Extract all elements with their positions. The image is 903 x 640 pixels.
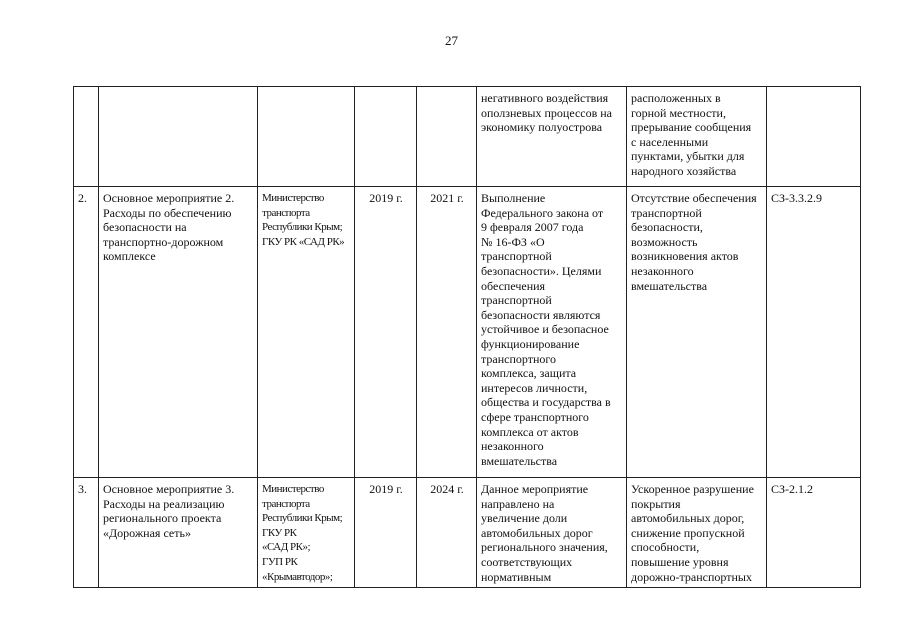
measure-name-line: безопасности на xyxy=(103,220,187,235)
measure-name-line: Расходы по обеспечению xyxy=(103,205,232,220)
end-year-cell xyxy=(417,87,477,187)
consequences-line: повышение уровня xyxy=(631,554,729,569)
expected-result-line: регионального значения, xyxy=(481,540,608,555)
expected-result-line: транспортной xyxy=(481,249,552,264)
consequences-line: способности, xyxy=(631,540,700,555)
expected-result-line: нормативным xyxy=(481,569,552,584)
measure-name-line: Расходы на реализацию xyxy=(103,496,225,511)
measures-table xyxy=(73,86,861,588)
expected-result-cell xyxy=(477,478,627,588)
executor-line: ГКУ РК «САД РК» xyxy=(262,235,345,248)
measure-name-line: Основное мероприятие 3. xyxy=(103,482,235,496)
expected-result-line: сфере транспортного xyxy=(481,409,589,424)
table-row xyxy=(74,187,861,478)
expected-result-line: транспортного xyxy=(481,351,557,366)
expected-result-line: соответствующих xyxy=(481,554,573,569)
consequences-line: пунктами, убытки для xyxy=(631,149,745,164)
executor-line: транспорта xyxy=(262,206,310,219)
executor-cell xyxy=(258,87,355,187)
expected-result-line: 9 февраля 2007 года xyxy=(481,220,584,235)
consequences-line: дорожно-транспортных xyxy=(631,569,752,584)
start-year-cell: 2019 г. xyxy=(355,478,417,588)
consequences-line: возникновения актов xyxy=(631,249,739,264)
expected-result-line: безопасности являются xyxy=(481,307,601,322)
expected-result-line: функционирование xyxy=(481,336,580,351)
consequences-line: автомобильных дорог, xyxy=(631,511,745,526)
expected-result-line: увеличение доли xyxy=(481,511,568,526)
start-year-cell: 2019 г. xyxy=(355,187,417,478)
consequences-line: снижение пропускной xyxy=(631,525,745,540)
measure-name-line: «Дорожная сеть» xyxy=(103,525,191,540)
measure-name-cell xyxy=(99,478,258,588)
start-year-cell xyxy=(355,87,417,187)
executor-line: ГУП РК xyxy=(262,555,298,568)
end-year-cell: 2021 г. xyxy=(417,187,477,478)
consequences-line: горной местности, xyxy=(631,105,726,120)
executor-cell xyxy=(258,478,355,588)
expected-result-line: экономику полуострова xyxy=(481,120,603,135)
expected-result-line: Данное мероприятие xyxy=(481,482,589,496)
executor-line: ГКУ РК xyxy=(262,526,297,539)
expected-result-line: оползневых процессов на xyxy=(481,105,613,120)
measure-name-line: регионального проекта xyxy=(103,511,222,526)
expected-result-line: интересов личности, xyxy=(481,380,588,395)
executor-line: «САД РК»; xyxy=(262,541,310,554)
consequences-line: с населенными xyxy=(631,134,709,149)
expected-result-line: безопасности». Целями xyxy=(481,263,602,278)
executor-line: Министерство xyxy=(262,483,324,495)
row-number-cell xyxy=(74,87,99,187)
expected-result-line: Федерального закона от xyxy=(481,205,604,220)
consequences-line: транспортной xyxy=(631,205,702,220)
consequences-line: расположенных в xyxy=(631,91,721,105)
measure-name-line: транспортно-дорожном xyxy=(103,234,224,249)
row-number-cell: 2. xyxy=(74,187,99,478)
measure-name-cell xyxy=(99,187,258,478)
expected-result-line: негативного воздействия xyxy=(481,91,609,105)
consequences-line: Отсутствие обеспечения xyxy=(631,191,757,205)
executor-line: «Крымавтодор»; xyxy=(262,570,333,583)
expected-result-cell xyxy=(477,187,627,478)
consequences-line: прерывание сообщения xyxy=(631,120,752,135)
expected-result-line: Выполнение xyxy=(481,191,546,205)
indicator-link-cell: СЗ-2.1.2 xyxy=(767,478,861,588)
measure-name-cell xyxy=(99,87,258,187)
expected-result-line: автомобильных дорог xyxy=(481,525,593,540)
end-year-cell: 2024 г. xyxy=(417,478,477,588)
expected-result-line: транспортной xyxy=(481,293,552,308)
executor-line: Республики Крым; xyxy=(262,221,343,234)
consequences-cell xyxy=(627,187,767,478)
measure-name-line: комплексе xyxy=(103,249,156,264)
expected-result-line: вмешательства xyxy=(481,453,558,468)
indicator-link-cell xyxy=(767,87,861,187)
measure-name-line: Основное мероприятие 2. xyxy=(103,191,235,205)
consequences-line: народного хозяйства xyxy=(631,163,737,178)
executor-cell xyxy=(258,187,355,478)
expected-result-line: № 16-ФЗ «О xyxy=(481,234,545,249)
consequences-cell xyxy=(627,478,767,588)
page-number: 27 xyxy=(445,33,458,48)
row-number-cell: 3. xyxy=(74,478,99,588)
consequences-line: вмешательства xyxy=(631,278,708,293)
expected-result-line: комплекса, защита xyxy=(481,366,577,381)
expected-result-line: комплекса от актов xyxy=(481,424,579,439)
executor-line: Министерство xyxy=(262,192,324,204)
expected-result-line: направлено на xyxy=(481,496,555,511)
expected-result-line: незаконного xyxy=(481,439,544,454)
consequences-cell xyxy=(627,87,767,187)
consequences-line: безопасности, xyxy=(631,220,703,235)
consequences-line: возможность xyxy=(631,234,698,249)
expected-result-line: общества и государства в xyxy=(481,395,611,410)
table-row xyxy=(74,87,861,187)
consequences-line: Ускоренное разрушение xyxy=(631,482,754,496)
expected-result-line: обеспечения xyxy=(481,278,546,293)
executor-line: транспорта xyxy=(262,497,310,510)
indicator-link-cell: СЗ-3.3.2.9 xyxy=(767,187,861,478)
expected-result-line: устойчивое и безопасное xyxy=(481,322,609,337)
consequences-line: покрытия xyxy=(631,496,681,511)
executor-line: Республики Крым; xyxy=(262,512,343,525)
table-row xyxy=(74,478,861,588)
expected-result-cell xyxy=(477,87,627,187)
consequences-line: незаконного xyxy=(631,263,694,278)
